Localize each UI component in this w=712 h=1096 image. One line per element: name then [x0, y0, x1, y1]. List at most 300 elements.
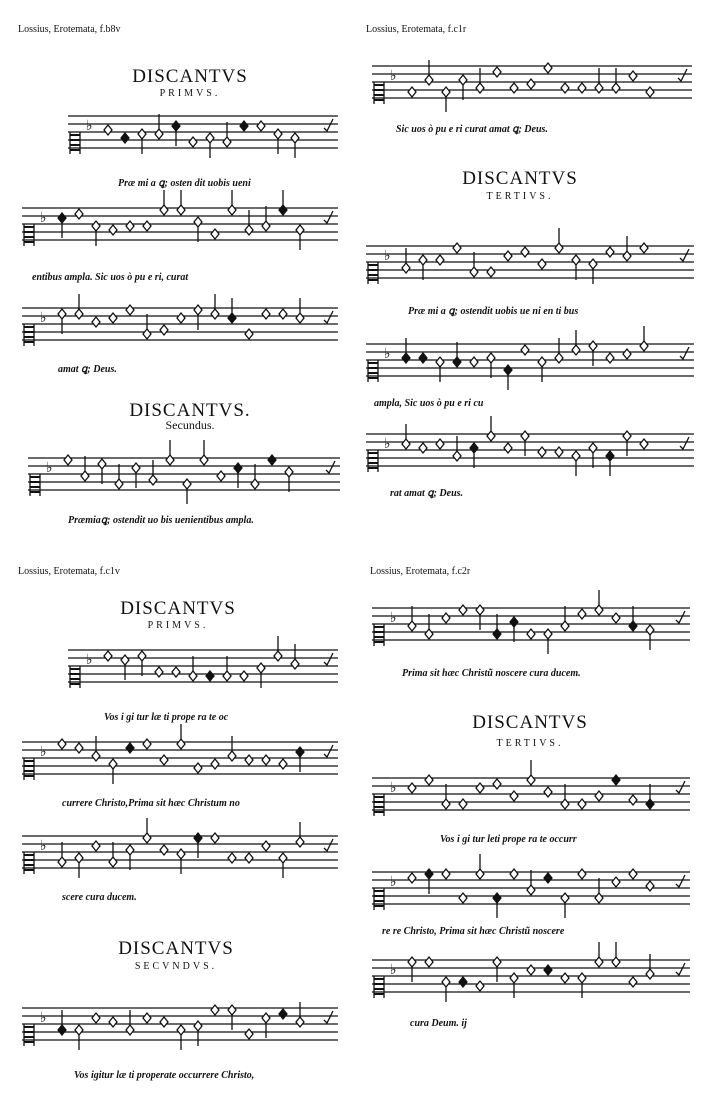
note-icon — [132, 463, 140, 488]
note-icon — [459, 75, 467, 100]
note-icon — [527, 965, 535, 975]
note-icon — [228, 1005, 236, 1030]
note-icon — [510, 83, 518, 93]
note-icon — [578, 973, 586, 998]
note-icon — [206, 671, 214, 681]
note-icon — [408, 87, 416, 97]
note-icon — [538, 447, 546, 457]
note-icon — [612, 68, 620, 93]
note-icon — [527, 870, 535, 895]
note-icon — [561, 83, 569, 93]
clef-icon — [24, 758, 34, 780]
music-staff — [372, 864, 690, 916]
clef-icon — [368, 450, 378, 472]
lyric-line: re re Christo, Prima sit hæc Christũ noscere — [382, 926, 565, 937]
note-icon — [436, 439, 444, 449]
custos-icon — [676, 963, 685, 975]
flat-icon: ♭ — [390, 874, 397, 890]
note-icon — [493, 614, 501, 639]
flat-icon: ♭ — [384, 248, 391, 264]
note-icon — [58, 739, 66, 749]
note-icon — [402, 248, 410, 273]
note-icon — [578, 869, 586, 879]
clef-icon — [70, 132, 80, 154]
voice-heading: DISCANTVS — [132, 66, 248, 87]
note-icon — [606, 247, 614, 257]
custos-icon — [324, 653, 333, 665]
note-icon — [104, 125, 112, 135]
note-icon — [296, 822, 304, 847]
note-icon — [58, 309, 66, 334]
clef-icon — [24, 852, 34, 874]
note-icon — [487, 416, 495, 441]
note-icon — [572, 255, 580, 280]
flat-icon: ♭ — [390, 780, 397, 796]
note-icon — [544, 965, 552, 975]
note-icon — [504, 365, 512, 390]
note-icon — [640, 439, 648, 449]
lyric-line: Præ mi a ꝗ; osten dit uobis ueni — [118, 178, 251, 189]
note-icon — [629, 606, 637, 631]
note-icon — [172, 121, 180, 146]
custos-icon — [680, 347, 689, 359]
note-icon — [442, 977, 450, 1002]
note-icon — [504, 251, 512, 261]
note-icon — [296, 298, 304, 323]
note-icon — [589, 341, 597, 366]
flat-icon: ♭ — [384, 436, 391, 452]
music-staff — [68, 642, 338, 694]
clef-icon — [374, 82, 384, 104]
note-icon — [245, 329, 253, 339]
figure-caption: Lossius, Erotemata, f.c2r — [370, 566, 471, 577]
note-icon — [623, 349, 631, 359]
music-staff — [372, 58, 692, 110]
music-staff — [372, 770, 690, 822]
note-icon — [285, 467, 293, 492]
lyric-line: Sic uos ò pu e ri curat amat ꝗ; Deus. — [396, 124, 548, 135]
note-icon — [143, 739, 151, 749]
note-icon — [470, 252, 478, 277]
note-icon — [442, 869, 450, 879]
note-icon — [402, 424, 410, 449]
note-icon — [177, 849, 185, 874]
clef-icon — [368, 360, 378, 382]
note-icon — [612, 613, 620, 623]
note-icon — [115, 464, 123, 489]
music-staff — [68, 108, 338, 160]
note-icon — [279, 1009, 287, 1019]
note-icon — [572, 330, 580, 355]
clef-icon — [24, 1024, 34, 1046]
note-icon — [194, 217, 202, 242]
custos-icon — [324, 745, 333, 757]
note-icon — [408, 957, 416, 982]
note-icon — [646, 784, 654, 809]
note-icon — [189, 656, 197, 681]
note-icon — [561, 606, 569, 631]
note-icon — [177, 190, 185, 215]
note-icon — [578, 83, 586, 93]
note-icon — [470, 443, 478, 468]
note-icon — [149, 460, 157, 485]
note-icon — [64, 455, 72, 465]
note-icon — [493, 67, 501, 77]
note-icon — [194, 763, 202, 773]
note-icon — [126, 845, 134, 870]
note-icon — [595, 590, 603, 615]
note-icon — [555, 228, 563, 253]
voice-subheading: PRIMVS. — [159, 88, 221, 99]
flat-icon: ♭ — [40, 1010, 47, 1026]
note-icon — [296, 747, 304, 772]
note-icon — [572, 451, 580, 476]
note-icon — [510, 791, 518, 801]
note-icon — [578, 799, 586, 809]
note-icon — [262, 206, 270, 231]
flat-icon: ♭ — [40, 838, 47, 854]
note-icon — [189, 137, 197, 147]
note-icon — [211, 1005, 219, 1015]
note-icon — [279, 190, 287, 215]
note-icon — [561, 973, 569, 983]
note-icon — [245, 853, 253, 863]
note-icon — [527, 760, 535, 785]
figure-caption: Lossius, Erotemata, f.b8v — [18, 24, 121, 35]
flat-icon: ♭ — [86, 118, 93, 134]
voice-heading: DISCANTVS — [472, 712, 588, 733]
note-icon — [262, 309, 270, 319]
note-icon — [200, 440, 208, 465]
voice-heading: DISCANTVS. — [129, 400, 251, 421]
music-staff — [366, 238, 694, 290]
note-icon — [143, 1013, 151, 1023]
flat-icon: ♭ — [40, 310, 47, 326]
note-icon — [166, 440, 174, 465]
note-icon — [160, 190, 168, 215]
note-icon — [138, 129, 146, 154]
note-icon — [521, 247, 529, 257]
note-icon — [279, 309, 287, 319]
note-icon — [160, 755, 168, 765]
music-staff — [366, 426, 694, 478]
note-icon — [510, 869, 518, 879]
clef-icon — [374, 624, 384, 646]
note-icon — [211, 759, 219, 769]
note-icon — [521, 431, 529, 456]
note-icon — [425, 775, 433, 785]
note-icon — [419, 353, 427, 363]
note-icon — [274, 636, 282, 661]
note-icon — [92, 221, 100, 246]
note-icon — [595, 878, 603, 903]
note-icon — [81, 456, 89, 481]
note-icon — [291, 644, 299, 669]
note-icon — [211, 833, 219, 843]
note-icon — [629, 795, 637, 805]
clef-icon — [368, 262, 378, 284]
note-icon — [493, 957, 501, 982]
note-icon — [121, 133, 129, 143]
note-icon — [544, 63, 552, 73]
flat-icon: ♭ — [390, 962, 397, 978]
music-staff — [28, 450, 340, 502]
clef-icon — [70, 666, 80, 688]
note-icon — [459, 893, 467, 903]
note-icon — [155, 114, 163, 139]
note-icon — [104, 651, 112, 661]
custos-icon — [324, 311, 333, 323]
note-icon — [245, 755, 253, 765]
note-icon — [476, 981, 484, 991]
note-icon — [109, 759, 117, 784]
note-icon — [629, 869, 637, 879]
note-icon — [109, 313, 117, 323]
note-icon — [126, 1010, 134, 1035]
note-icon — [217, 471, 225, 481]
note-icon — [228, 736, 236, 761]
flat-icon: ♭ — [40, 210, 47, 226]
music-staff — [372, 600, 690, 652]
note-icon — [493, 779, 501, 789]
note-icon — [194, 305, 202, 330]
custos-icon — [324, 119, 333, 131]
note-icon — [589, 259, 597, 284]
note-icon — [408, 783, 416, 793]
note-icon — [228, 853, 236, 863]
note-icon — [623, 236, 631, 261]
note-icon — [279, 759, 287, 769]
music-staff — [22, 734, 338, 786]
note-icon — [177, 1025, 185, 1050]
note-icon — [262, 841, 270, 851]
note-icon — [92, 841, 100, 851]
note-icon — [257, 121, 265, 131]
custos-icon — [676, 875, 685, 887]
lyric-line: scere cura ducem. — [62, 892, 137, 903]
note-icon — [211, 294, 219, 319]
lyric-line: Præmiaꝗ; ostendit uo bis uenientibus ampla. — [68, 515, 254, 526]
note-icon — [183, 479, 191, 504]
voice-subheading: TERTIVS. — [486, 191, 554, 202]
note-icon — [425, 614, 433, 639]
note-icon — [274, 129, 282, 154]
note-icon — [527, 79, 535, 89]
note-icon — [251, 464, 259, 489]
flat-icon: ♭ — [86, 652, 93, 668]
note-icon — [223, 122, 231, 147]
note-icon — [194, 1021, 202, 1046]
note-icon — [143, 818, 151, 843]
note-icon — [442, 613, 450, 623]
note-icon — [640, 326, 648, 351]
note-icon — [646, 625, 654, 650]
note-icon — [544, 873, 552, 883]
note-icon — [510, 973, 518, 998]
note-icon — [487, 267, 495, 277]
note-icon — [92, 1013, 100, 1023]
note-icon — [194, 833, 202, 858]
note-icon — [595, 68, 603, 93]
note-icon — [476, 605, 484, 630]
note-icon — [555, 447, 563, 457]
custos-icon — [678, 69, 687, 81]
note-icon — [595, 942, 603, 967]
note-icon — [606, 353, 614, 363]
voice-subheading: SECVNDVS. — [134, 961, 218, 972]
note-icon — [561, 893, 569, 918]
note-icon — [245, 210, 253, 235]
note-icon — [612, 942, 620, 967]
clef-icon — [24, 324, 34, 346]
note-icon — [177, 724, 185, 749]
note-icon — [155, 667, 163, 677]
note-icon — [408, 873, 416, 883]
music-staff — [22, 828, 338, 880]
note-icon — [172, 667, 180, 677]
note-icon — [296, 1002, 304, 1027]
clef-icon — [374, 888, 384, 910]
lyric-line: Vos i gi tur læ ti prope ra te oc — [104, 712, 229, 723]
lyric-line: amat ꝗ; Deus. — [58, 364, 117, 375]
lyric-line: currere Christo,Prima sit hæc Christum no — [62, 798, 240, 809]
note-icon — [75, 853, 83, 878]
note-icon — [228, 190, 236, 215]
note-icon — [487, 353, 495, 378]
flat-icon: ♭ — [40, 744, 47, 760]
custos-icon — [676, 781, 685, 793]
note-icon — [493, 893, 501, 918]
flat-icon: ♭ — [384, 346, 391, 362]
music-staff — [366, 336, 694, 388]
note-icon — [453, 342, 461, 367]
voice-heading: DISCANTVS — [120, 598, 236, 619]
lyric-line: Prima sit hæc Christũ noscere cura ducem. — [402, 668, 581, 679]
note-icon — [629, 977, 637, 987]
note-icon — [606, 451, 614, 476]
note-icon — [561, 784, 569, 809]
clef-icon — [30, 474, 40, 496]
note-icon — [75, 209, 83, 219]
note-icon — [459, 605, 467, 615]
voice-subheading: PRIMVS. — [147, 620, 209, 631]
note-icon — [538, 357, 546, 382]
note-icon — [206, 133, 214, 158]
note-icon — [126, 305, 134, 315]
note-icon — [425, 957, 433, 967]
note-icon — [234, 463, 242, 488]
note-icon — [442, 784, 450, 809]
note-icon — [109, 1017, 117, 1027]
note-icon — [459, 799, 467, 809]
note-icon — [160, 1017, 168, 1027]
note-icon — [504, 443, 512, 453]
note-icon — [402, 338, 410, 363]
note-icon — [126, 221, 134, 231]
figure-caption: Lossius, Erotemata, f.c1v — [18, 566, 120, 577]
note-icon — [268, 455, 276, 465]
clef-icon — [374, 794, 384, 816]
flat-icon: ♭ — [46, 460, 53, 476]
note-icon — [109, 842, 117, 867]
custos-icon — [324, 211, 333, 223]
note-icon — [453, 436, 461, 461]
note-icon — [121, 655, 129, 680]
note-icon — [296, 225, 304, 250]
custos-icon — [324, 839, 333, 851]
note-icon — [92, 317, 100, 327]
note-icon — [544, 787, 552, 797]
note-icon — [75, 743, 83, 753]
note-icon — [442, 87, 450, 112]
flat-icon: ♭ — [390, 68, 397, 84]
voice-heading: DISCANTVS — [118, 938, 234, 959]
custos-icon — [324, 1011, 333, 1023]
custos-icon — [326, 461, 335, 473]
note-icon — [544, 629, 552, 654]
note-icon — [612, 877, 620, 887]
lyric-line: ampla, Sic uos ò pu e ri cu — [374, 398, 484, 409]
note-icon — [612, 775, 620, 785]
note-icon — [419, 443, 427, 453]
note-icon — [623, 431, 631, 456]
voice-heading: DISCANTVS — [462, 168, 578, 189]
note-icon — [527, 629, 535, 639]
note-icon — [538, 259, 546, 269]
note-icon — [521, 345, 529, 355]
note-icon — [646, 881, 654, 891]
note-icon — [126, 743, 134, 753]
music-staff — [22, 300, 338, 352]
custos-icon — [676, 611, 685, 623]
note-icon — [408, 606, 416, 631]
lyric-line: Vos igitur læ ti properate occurrere Christo, — [74, 1070, 255, 1081]
note-icon — [58, 213, 66, 238]
music-staff — [372, 952, 690, 1004]
note-icon — [92, 736, 100, 761]
note-icon — [262, 755, 270, 765]
music-staff — [22, 1000, 338, 1052]
note-icon — [262, 1013, 270, 1038]
note-icon — [240, 121, 248, 131]
note-icon — [228, 298, 236, 323]
voice-subheading: Secundus. — [165, 418, 215, 432]
note-icon — [436, 357, 444, 382]
note-icon — [177, 313, 185, 323]
note-icon — [470, 357, 478, 367]
note-icon — [646, 87, 654, 97]
figure-caption: Lossius, Erotemata, f.c1r — [366, 24, 467, 35]
note-icon — [459, 977, 467, 987]
note-icon — [646, 954, 654, 979]
custos-icon — [680, 249, 689, 261]
flat-icon: ♭ — [390, 610, 397, 626]
lyric-line: Vos i gi tur leti prope ra te occurr — [440, 834, 577, 845]
note-icon — [58, 1010, 66, 1035]
note-icon — [476, 783, 484, 793]
note-icon — [425, 869, 433, 894]
note-icon — [578, 609, 586, 619]
voice-subheading: TERTIVS. — [496, 738, 564, 749]
lyric-line: cura Deum. ij — [410, 1018, 467, 1029]
custos-icon — [680, 437, 689, 449]
note-icon — [75, 294, 83, 319]
music-staff — [22, 200, 338, 252]
note-icon — [75, 1025, 83, 1050]
note-icon — [245, 1029, 253, 1039]
note-icon — [138, 651, 146, 676]
note-icon — [291, 133, 299, 158]
